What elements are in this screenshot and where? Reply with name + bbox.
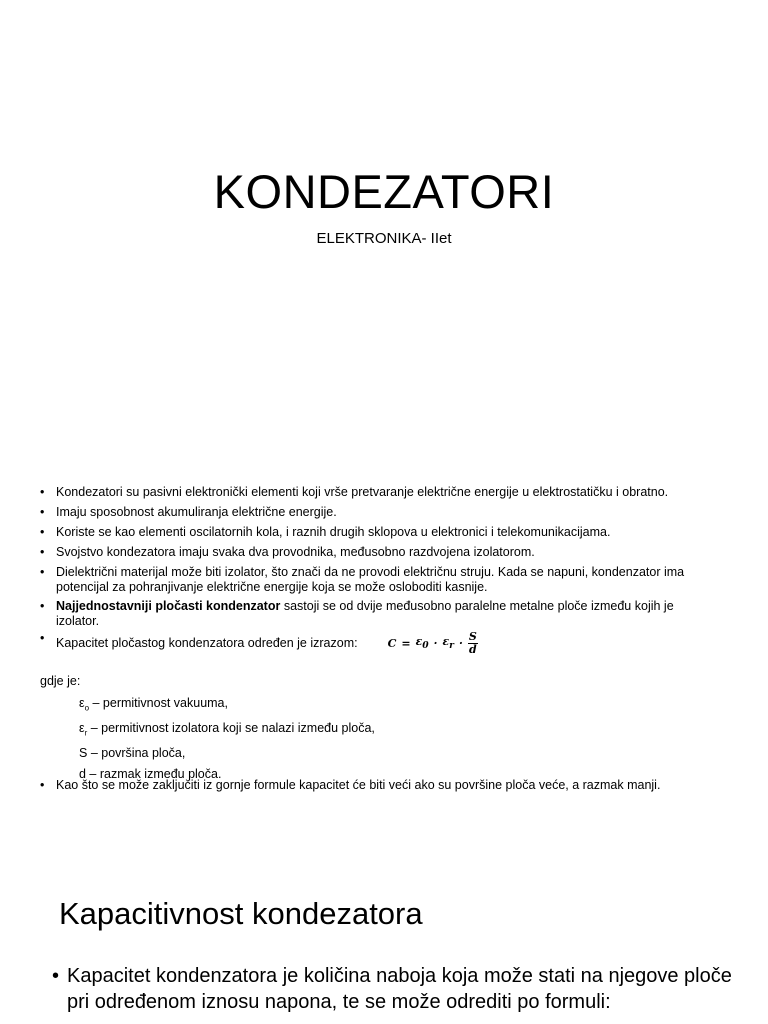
bullet-item: • Kondezatori su pasivni elektronički elementi koji vrše pretvaranje električne energije u elektrostatičku i obratno. <box>40 485 669 499</box>
conclusion-list <box>40 778 720 793</box>
slide-title: KONDEZATORI <box>213 165 555 218</box>
definition-item: d – razmak između ploča. <box>79 766 222 781</box>
bullet-item: • Kapacitet kondenzatora je količina naboja koja može stati na njegove ploče pri određenom iznosu napona, te se može odrediti po formuli: <box>52 965 732 1013</box>
definition-item: S – površina ploča, <box>79 746 186 760</box>
slide-heading: Kapacitivnost kondezatora <box>59 896 423 931</box>
definition-item: $\varepsilon_r$ – permitivnost izolatora koji se nalazi između ploča, <box>79 721 375 738</box>
bullet-list <box>40 485 720 661</box>
bullet-item: • Kao što se može zaključiti iz gornje formule kapacitet će biti veći ako su površine ploča veće, a razmak manji. <box>40 778 661 792</box>
definition-list <box>79 696 375 787</box>
bold-term: Najjednostavniji pločasti kondenzator <box>56 599 281 613</box>
content-slide <box>0 470 768 850</box>
bullet-item: • Koriste se kao elementi oscilatornih kola, i raznih drugih sklopova u elektronici i telekomunikacijama. <box>40 525 611 539</box>
capacitance-formula: C = $\varepsilon_0$ · $\varepsilon_r$ · $\frac{S}{d}$ <box>387 630 477 656</box>
bullet-item: • Dielektrični materijal može biti izolator, što znači da ne provodi električnu struju. Kada se napuni, kondenzator ima potencijal za pohranjivanje električne energije koja se može osloboditi kasnije. <box>40 565 685 594</box>
bullet-item: • Imaju sposobnost akumuliranja električne energije. <box>40 505 337 519</box>
capacitance-slide <box>0 850 768 1024</box>
bullet-item: • Svojstvo kondezatora imaju svaka dva provodnika, međusobno razdvojena izolatorom. <box>40 545 535 559</box>
bullet-item-formula: • Kapacitet pločastog kondenzatora određen je izrazom: C = $\varepsilon_0$ · $\varepsilon_r$ · $\frac{S}{d}$ <box>40 630 477 656</box>
slide-subtitle: ELEKTRONIKA- IIet <box>316 230 452 247</box>
fraction: $\frac{S}{d}$ <box>468 630 477 656</box>
bullet-item-bold: • Najjednostavniji pločasti kondenzator sastoji se od dvije međusobno paralelne metalne ploče između kojih je izolator. <box>40 599 674 628</box>
gdje-label: gdje je: <box>40 674 81 688</box>
title-slide <box>0 0 768 470</box>
definition-item: $\varepsilon_o$ – permitivnost vakuuma, <box>79 696 228 713</box>
